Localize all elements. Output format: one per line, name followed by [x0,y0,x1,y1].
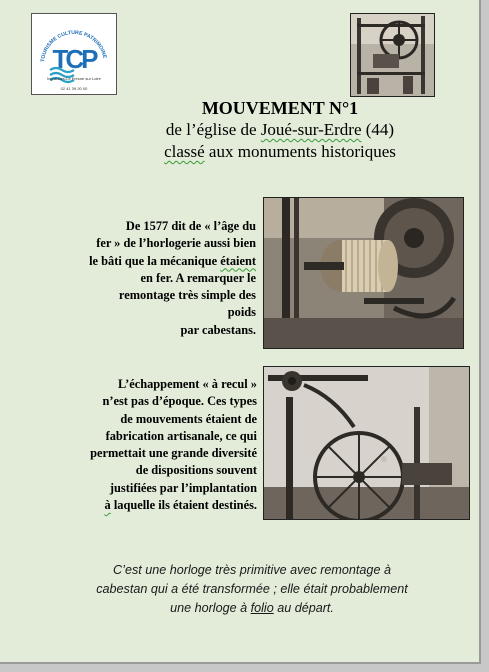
caption-line3-folio: folio [250,601,274,615]
p2-line: permettait une grande diversité [90,446,257,461]
p2-line8-b: laquelle ils étaient destinés. [110,498,257,513]
closing-caption [62,561,442,618]
p2-line: de dispositions souvent [135,463,257,478]
p2-line8-a: à [104,498,111,513]
p2-line: de mouvements étaient de [120,411,257,426]
title-line-2 [80,119,480,141]
caption-line: C’est une horloge très primitive avec remontage à [113,563,391,577]
title-line3-suffix: aux monuments historiques [204,142,396,161]
recoil-escapement-photo [263,366,470,520]
paragraph-1 [88,218,256,339]
title-line2-prefix: de l’église de [165,120,261,139]
p1-line: De 1577 dit de « l’âge du [125,219,256,233]
logo-letters: TCP [52,44,96,74]
title-line-3 [80,141,480,163]
paragraph-2 [62,376,257,514]
p1-line [88,253,256,270]
clock-mechanism-photo [350,13,435,97]
p1-line: remontage très simple des poids [118,288,256,320]
caption-line3-c: au départ. [273,601,334,615]
caption-line3-a: une horloge à [170,601,251,615]
title-line2-suffix: (44) [361,120,395,139]
logo-phone: 02 41 39 20 00 [60,86,88,91]
p1-line: fer » de l’horlogerie aussi bien [96,236,256,251]
logo-location: Ingrandes-Le Fresne sur Loire [47,76,101,81]
p1-line: en fer. A remarquer le [140,270,256,285]
p2-line: n’est pas d’époque. Ces types [102,394,257,409]
title-line2-place: Joué-sur-Erdre [260,120,362,139]
p2-line: fabrication artisanale, ce qui [105,428,257,443]
caption-line: cabestan qui a été transformée ; elle était probablement [96,582,408,596]
p2-line [62,497,257,514]
p1-line: par cabestans. [180,322,256,337]
p1-line3-a: le bâti que la mécanique [89,253,221,268]
title-line3-word: classé [164,142,205,161]
tcp-logo [31,13,117,95]
logo-arc-text: TOURISME CULTURE PATRIMOINE [40,29,108,63]
logo-emblem-icon [32,14,116,94]
capstan-winding-drum-photo [263,197,464,349]
page-title [80,97,480,163]
title-main: MOUVEMENT N°1 [201,98,359,118]
p1-line3-b: étaient [220,253,256,268]
caption-line [62,599,442,618]
p2-line: L’échappement « à recul » [117,377,257,391]
p2-line: justifiées par l’implantation [109,480,257,495]
